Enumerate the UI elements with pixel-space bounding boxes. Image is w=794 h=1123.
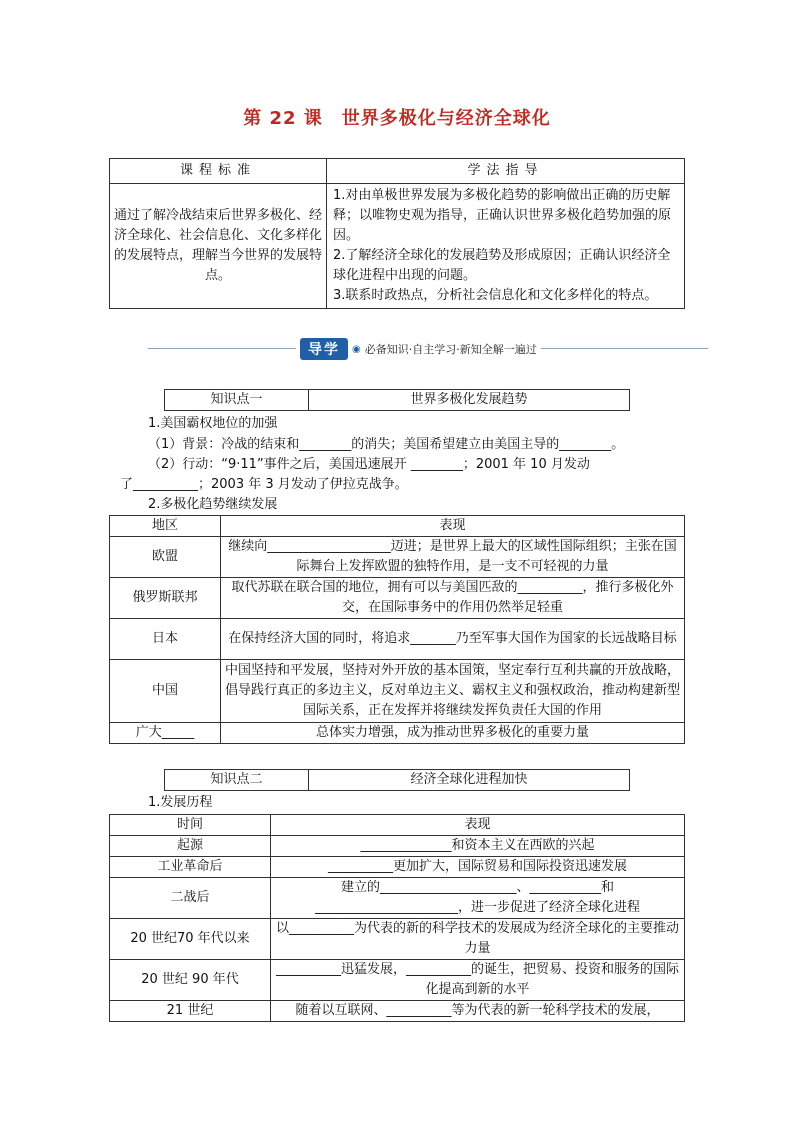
- time-cell: 工业革命后: [110, 857, 271, 878]
- header-standards: 课程标准: [110, 159, 327, 184]
- guide-banner-text: 必备知识·自主学习·新知全解一遍过: [364, 343, 537, 356]
- table2-header-region: 地区: [110, 516, 221, 537]
- time-cell: 起源: [110, 836, 271, 857]
- header-guide: 学法指导: [327, 159, 685, 184]
- kp1-label: 知识点一: [165, 390, 309, 411]
- dot-icon: ◉: [352, 343, 361, 355]
- knowledge-point-1-header: [164, 389, 630, 411]
- performance-cell: 随着以互联网、__________等为代表的新一轮科学技术的发展，: [271, 1001, 685, 1022]
- kp2-heading-1: 1.发展历程: [148, 795, 213, 810]
- kp1-title: 世界多极化发展趋势: [309, 390, 630, 411]
- performance-cell: __________迅猛发展，__________的诞生，把贸易、投资和服务的国际化提高到新的水平: [271, 960, 685, 1001]
- guide-item: 3.联系时政热点，分析社会信息化和文化多样化的特点。: [333, 288, 658, 303]
- globalization-table: [109, 814, 685, 1022]
- kp1-line-3: 了__________；2003 年 3 月发动了伊拉克战争。: [120, 477, 408, 492]
- region-cell: 广大_____: [110, 723, 221, 744]
- table3-header-performance: 表现: [271, 815, 685, 836]
- page-title: 第 22 课 世界多极化与经济全球化: [243, 108, 551, 129]
- performance-cell: ______________和资本主义在西欧的兴起: [271, 836, 685, 857]
- kp1-line-1: （1）背景：冷战的结束和________的消失；美国希望建立由美国主导的________。: [148, 437, 625, 452]
- table-row: [110, 960, 685, 1001]
- table-row: [110, 1001, 685, 1022]
- guide-banner: [296, 338, 541, 360]
- kp2-title: 经济全球化进程加快: [309, 770, 630, 791]
- table-row: [110, 537, 685, 578]
- performance-cell: 取代苏联在联合国的地位，拥有可以与美国匹敌的__________，推行多极化外交，在国际事务中的作用仍然举足轻重: [221, 578, 685, 619]
- kp1-line-2: （2）行动：“9·11”事件之后，美国迅速展开 ________；2001 年 10 月发动: [148, 457, 590, 472]
- knowledge-point-2-header: [164, 769, 630, 791]
- performance-cell: 中国坚持和平发展，坚持对外开放的基本国策，坚定奉行互利共赢的开放战略，倡导践行真正的多边主义，反对单边主义、霸权主义和强权政治，推动构建新型国际关系，正在发挥并将继续发挥负责任大国的作用: [221, 660, 685, 723]
- guide-item: 1.对由单极世界发展为多极化趋势的影响做出正确的历史解释；以唯物史观为指导，正确认识世界多极化趋势加强的原因。: [333, 188, 672, 243]
- table-row: [110, 919, 685, 960]
- region-cell: 俄罗斯联邦: [110, 578, 221, 619]
- region-cell: 中国: [110, 660, 221, 723]
- kp1-heading-2: 2.多极化趋势继续发展: [148, 497, 278, 512]
- table-row: [110, 723, 685, 744]
- table-row: [110, 836, 685, 857]
- kp1-heading-1: 1.美国霸权地位的加强: [148, 416, 278, 431]
- table-row: [110, 578, 685, 619]
- region-cell: 欧盟: [110, 537, 221, 578]
- region-cell: 日本: [110, 619, 221, 660]
- performance-cell: 在保持经济大国的同时，将追求_______乃至军事大国作为国家的长远战略目标: [221, 619, 685, 660]
- table-row: [110, 878, 685, 919]
- performance-cell: 建立的_____________________、___________和______________________，进一步促进了经济全球化进程: [271, 878, 685, 919]
- guide-item: 2.了解经济全球化的发展趋势及形成原因；正确认识经济全球化进程中出现的问题。: [333, 248, 671, 283]
- performance-cell: 以__________为代表的新的科学技术的发展成为经济全球化的主要推动力量: [271, 919, 685, 960]
- table-row: [110, 660, 685, 723]
- table-row: [110, 619, 685, 660]
- table-row: [110, 857, 685, 878]
- guide-badge: 导学: [300, 338, 348, 360]
- time-cell: 20 世纪 90 年代: [110, 960, 271, 1001]
- time-cell: 21 世纪: [110, 1001, 271, 1022]
- performance-cell: 继续向___________________迈进；是世界上最大的区域性国际组织；主张在国际舞台上发挥欧盟的独特作用，是一支不可轻视的力量: [221, 537, 685, 578]
- performance-cell: 总体实力增强，成为推动世界多极化的重要力量: [221, 723, 685, 744]
- time-cell: 20 世纪70 年代以来: [110, 919, 271, 960]
- table2-header-performance: 表现: [221, 516, 685, 537]
- kp2-label: 知识点二: [165, 770, 309, 791]
- multipolar-table: [109, 515, 685, 744]
- standards-text: 通过了解冷战结束后世界多极化、经济全球化、社会信息化、文化多样化的发展特点，理解当今世界的发展特点。: [110, 184, 327, 309]
- course-standards-table: [109, 158, 685, 309]
- table3-header-time: 时间: [110, 815, 271, 836]
- performance-cell: __________更加扩大，国际贸易和国际投资迅速发展: [271, 857, 685, 878]
- time-cell: 二战后: [110, 878, 271, 919]
